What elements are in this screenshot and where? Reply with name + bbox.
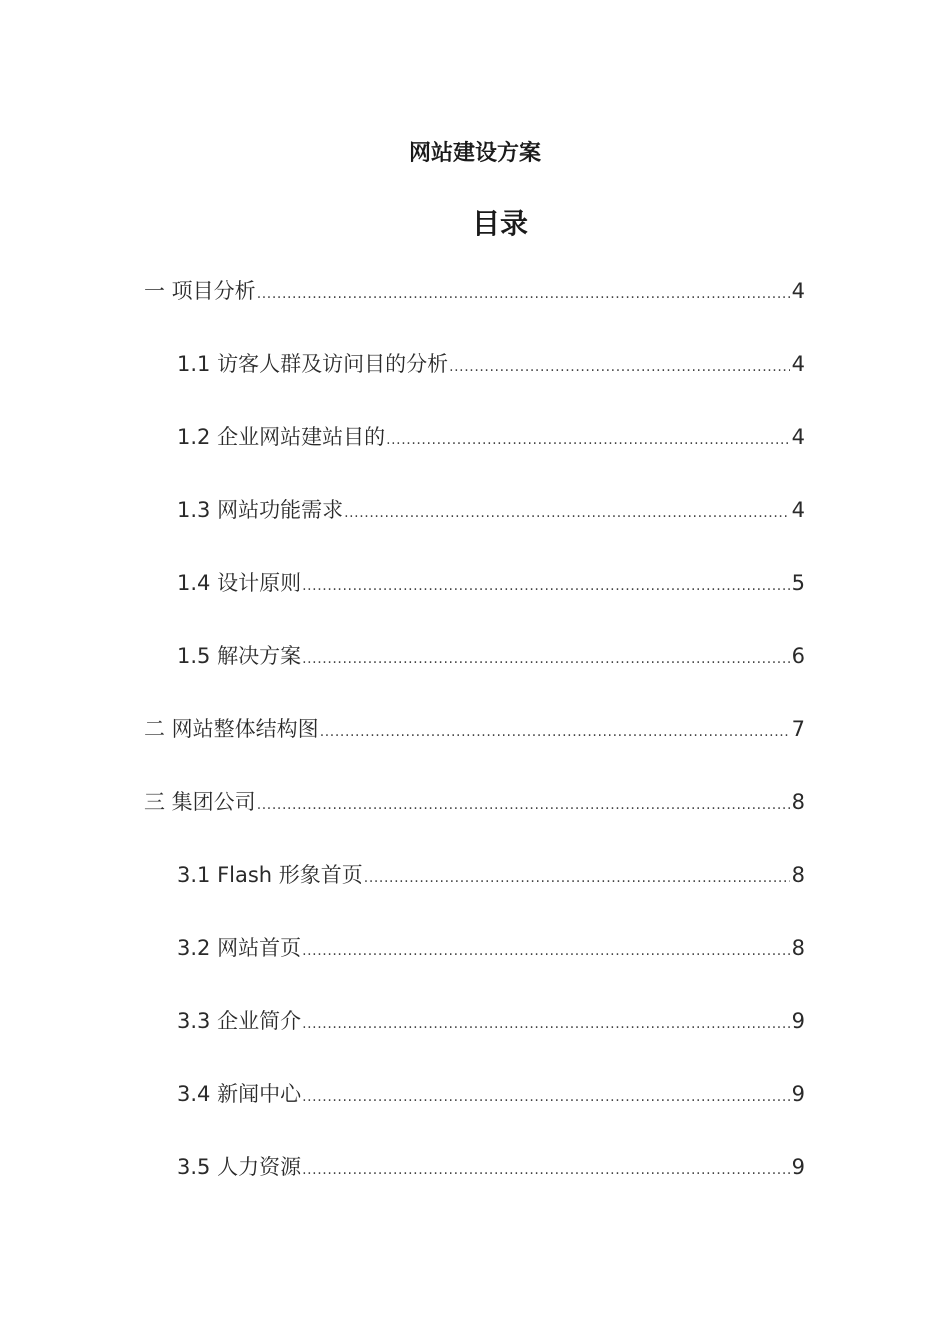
toc-entry-page: 9 <box>791 1155 805 1179</box>
toc-entry[interactable] <box>177 494 805 530</box>
toc-entry-page: 5 <box>791 571 805 595</box>
toc-entry-label: 3.1 Flash 形象首页 <box>177 863 363 887</box>
toc-leader-dots <box>364 870 790 886</box>
toc-entry[interactable] <box>177 567 805 603</box>
toc-entry-label: 1.3 网站功能需求 <box>177 498 344 522</box>
toc-entry-page: 4 <box>791 352 805 376</box>
toc-entry-label: 二 网站整体结构图 <box>144 717 319 741</box>
toc-entry[interactable] <box>177 421 805 457</box>
toc-leader-dots <box>302 943 790 959</box>
toc-entry[interactable] <box>177 932 805 968</box>
toc-entry-page: 9 <box>791 1009 805 1033</box>
toc-entry-page: 4 <box>791 279 805 303</box>
toc-leader-dots <box>302 1016 790 1032</box>
toc-entry[interactable] <box>177 1078 805 1114</box>
toc-leader-dots <box>257 286 790 302</box>
toc-entry-label: 3.5 人力资源 <box>177 1155 302 1179</box>
toc-entry-label: 1.5 解决方案 <box>177 644 302 668</box>
toc-leader-dots <box>302 578 790 594</box>
toc-entry-label: 3.2 网站首页 <box>177 936 302 960</box>
toc-entry-page: 8 <box>791 863 805 887</box>
toc-entry-label: 一 项目分析 <box>144 279 256 303</box>
toc-entry-page: 4 <box>791 498 805 522</box>
toc-entry-page: 8 <box>791 936 805 960</box>
toc-entry[interactable] <box>177 859 805 895</box>
toc-entry-label: 1.2 企业网站建站目的 <box>177 425 386 449</box>
toc-leader-dots <box>386 432 790 448</box>
toc-entry-label: 3.4 新闻中心 <box>177 1082 302 1106</box>
toc-entry[interactable] <box>144 713 805 749</box>
toc-entry-label: 3.3 企业简介 <box>177 1009 302 1033</box>
toc-entry-label: 1.1 访客人群及访问目的分析 <box>177 352 449 376</box>
toc-entry-page: 6 <box>791 644 805 668</box>
toc-entry-page: 4 <box>791 425 805 449</box>
toc-leader-dots <box>257 797 790 813</box>
toc-entry[interactable] <box>177 1005 805 1041</box>
toc-leader-dots <box>302 1162 790 1178</box>
toc-entry[interactable] <box>177 348 805 384</box>
toc-entry-page: 8 <box>791 790 805 814</box>
toc-entry-page: 9 <box>791 1082 805 1106</box>
toc-entry-page: 7 <box>791 717 805 741</box>
document-title: 网站建设方案 <box>408 141 541 166</box>
toc-entry-label: 1.4 设计原则 <box>177 571 302 595</box>
toc-heading: 目录 <box>471 207 528 240</box>
toc-entry[interactable] <box>177 1151 805 1187</box>
toc-leader-dots <box>302 1089 790 1105</box>
toc-entry-label: 三 集团公司 <box>144 790 256 814</box>
toc-leader-dots <box>320 724 790 740</box>
toc-entry[interactable] <box>144 275 805 311</box>
toc-leader-dots <box>449 359 790 375</box>
toc-leader-dots <box>344 505 790 521</box>
toc-leader-dots <box>302 651 790 667</box>
toc-entry[interactable] <box>144 786 805 822</box>
toc-entry[interactable] <box>177 640 805 676</box>
